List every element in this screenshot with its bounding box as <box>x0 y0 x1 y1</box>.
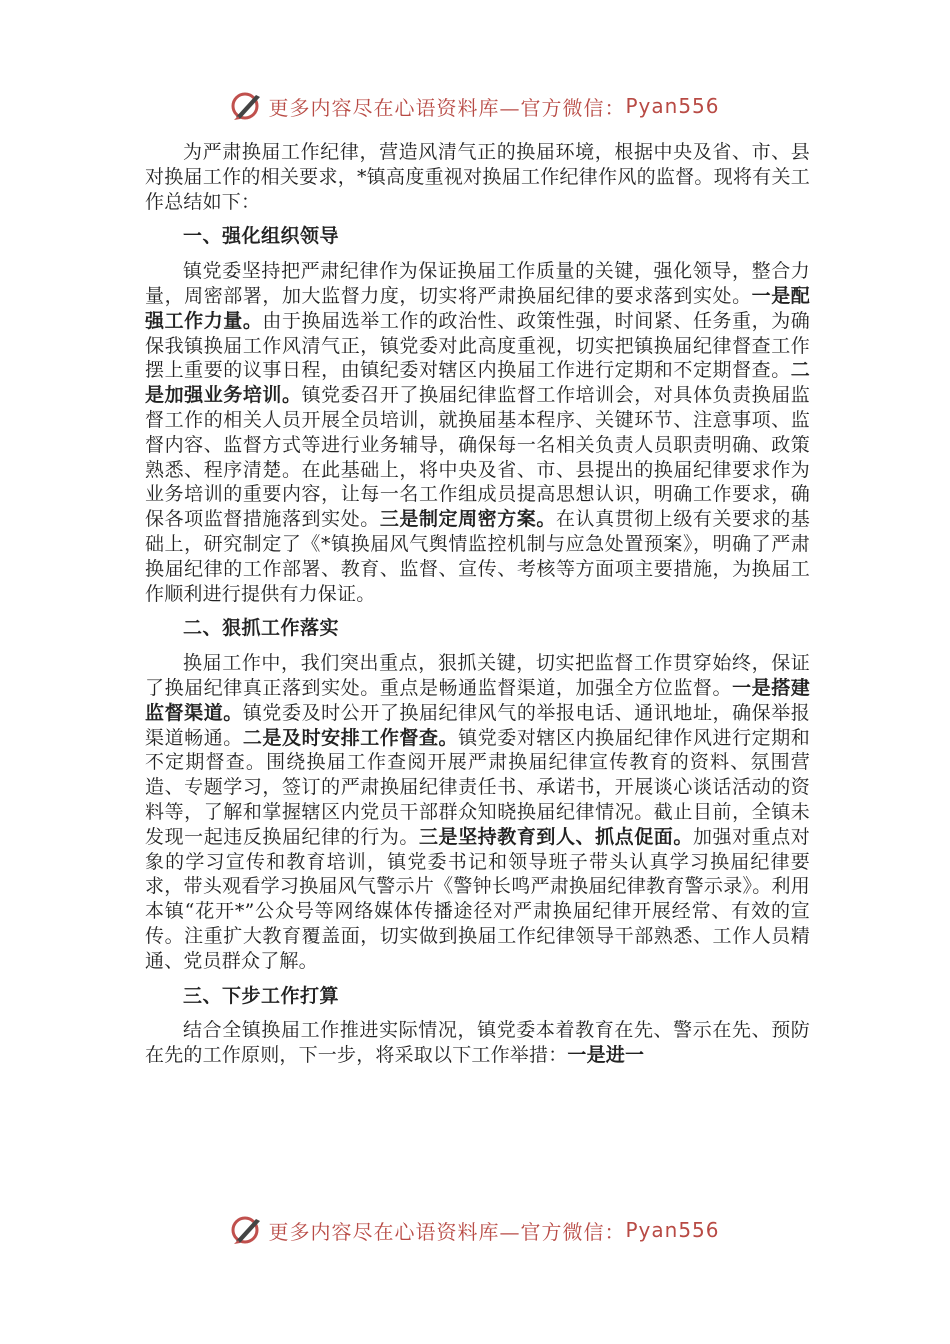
text-run: 镇党委及时公开了换届纪律风气的举报电话、通讯地址，确保举报渠道畅通。 <box>145 701 810 749</box>
bold-point: 三是坚持教育到人、抓点促面。 <box>418 825 693 848</box>
section-1-paragraph <box>145 259 810 606</box>
text-run: 在认真贯彻上级有关要求的基础上，研究制定了《*镇换届风气舆情监控机制与应急处置预案》，明确了严肃换届纪律的工作部署、教育、监督、宣传、考核等方面项主要措施，为换届工作顺利进行提供有力保证。 <box>145 508 810 605</box>
footer-banner[interactable] <box>0 1208 950 1252</box>
text-run: 换届工作中，我们突出重点，狠抓关键，切实把监督工作贯穿始终，保证了换届纪律真正落到实处。重点是畅通监督渠道，加强全方位监督。 <box>145 652 810 699</box>
pen-logo-icon <box>230 1213 264 1247</box>
banner-wechat-id: Pyan556 <box>625 1218 720 1242</box>
bold-point: 二是及时安排工作督查。 <box>242 726 459 749</box>
banner-wechat-id: Pyan556 <box>625 94 720 118</box>
pen-logo-icon <box>230 89 264 123</box>
text-run: 镇党委对辖区内换届纪律作风进行定期和不定期督查。围绕换届工作查阅开展严肃换届纪律宣传教育的资料、氛围营造、专题学习，签订的严肃换届纪律责任书、承诺书，开展谈心谈话活动的资料等，了解和掌握辖区内党员干部群众知晓换届纪律情况。截止目前，全镇未发现一起违反换届纪律的行为。 <box>145 726 810 848</box>
section-3-heading: 三、下步工作打算 <box>183 984 340 1007</box>
section-3-paragraph <box>145 1018 810 1068</box>
bold-point: 二是加强业务培训。 <box>145 359 810 407</box>
section-2-heading: 二、狠抓工作落实 <box>183 617 340 640</box>
text-run: 镇党委召开了换届纪律监督工作培训会，对具体负责换届监督工作的相关人员开展全员培训，就换届基本程序、关键环节、注意事项、监督内容、监督方式等进行业务辅导，确保每一名相关负责人员职责明确、政策熟悉、程序清楚。在此基础上，将中央及省、市、县提出的换届纪律要求作为业务培训的重要内容，让每一名工作组成员提高思想认识，明确工作要求，确保各项监督措施落到实处。 <box>145 384 810 531</box>
text-run: 镇党委坚持把严肃纪律作为保证换届工作质量的关键，强化领导，整合力量，周密部署，加大监督力度，切实将严肃换届纪律的要求落到实处。 <box>145 260 810 307</box>
document-body <box>145 140 810 1068</box>
banner-text: 更多内容尽在心语资料库—官方微信： <box>268 95 626 120</box>
bold-point: 一是进一 <box>567 1044 645 1067</box>
header-banner[interactable] <box>0 84 950 128</box>
bold-point: 一是搭建监督渠道。 <box>145 676 810 724</box>
section-1-heading: 一、强化组织领导 <box>183 225 340 248</box>
text-run: 由于换届选举工作的政治性、政策性强，时间紧、任务重，为确保我镇换届工作风清气正，镇党委对此高度重视，切实把镇换届纪律督查工作摆上重要的议事日程，由镇纪委对辖区内换届工作进行定期和不定期督查。 <box>145 309 810 382</box>
text-run: 加强对重点对象的学习宣传和教育培训，镇党委书记和领导班子带头认真学习换届纪律要求，带头观看学习换届风气警示片《警钟长鸣严肃换届纪律教育警示录》。利用本镇“花开*”公众号等网络媒体传播途径对严肃换届纪律开展经常、有效的宣传。注重扩大教育覆盖面，切实做到换届工作纪律领导干部熟悉、工作人员精通、党员群众了解。 <box>145 825 810 972</box>
bold-point: 一是配强工作力量。 <box>145 284 810 332</box>
intro-paragraph: 为严肃换届工作纪律，营造风清气正的换届环境，根据中央及省、市、县对换届工作的相关要求，*镇高度重视对换届工作纪律作风的监督。现将有关工作总结如下： <box>145 141 810 213</box>
section-2-paragraph <box>145 651 810 973</box>
banner-text: 更多内容尽在心语资料库—官方微信： <box>268 1219 626 1244</box>
text-run: 结合全镇换届工作推进实际情况，镇党委本着教育在先、警示在先、预防在先的工作原则，下一步，将采取以下工作举措： <box>145 1019 810 1067</box>
bold-point: 三是制定周密方案。 <box>379 508 556 531</box>
